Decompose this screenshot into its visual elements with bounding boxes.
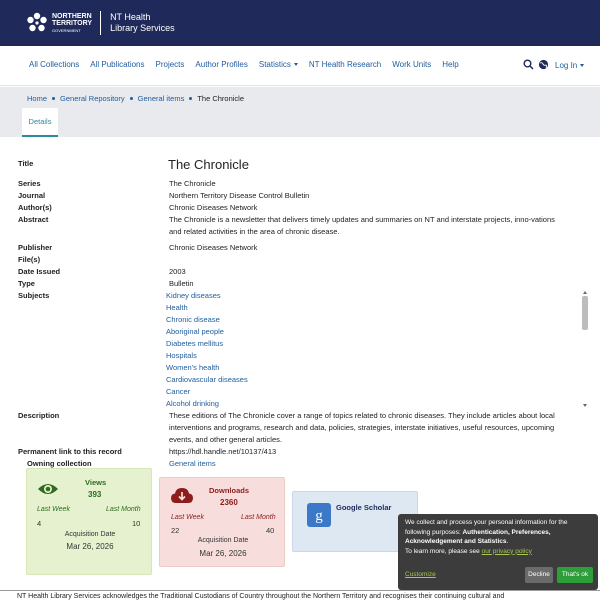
files-label: File(s) [18, 255, 41, 264]
subjects-label: Subjects [18, 291, 50, 300]
subject-link[interactable]: Chronic disease [166, 315, 220, 324]
description-value: These editions of The Chronicle cover a range of topics related to chronic diseases. They include articles about local interventions and programs, research and data, policies, strategies, interstate initiatives, useful resources, upcoming events, and other general articles. [169, 411, 555, 444]
breadcrumb-separator [130, 97, 133, 100]
search-icon[interactable] [523, 59, 534, 72]
site-title[interactable] [110, 12, 175, 34]
date-issued-label: Date Issued [18, 267, 61, 276]
breadcrumb [27, 94, 244, 103]
scrollbar-thumb[interactable] [582, 296, 588, 330]
title-label: Title [18, 159, 34, 168]
subjects-list[interactable] [166, 290, 590, 408]
permalink-label: Permanent link to this record [18, 447, 122, 456]
views-acquisition-label: Acquisition Date [64, 531, 116, 538]
logo-wordmark: NORTHERN TERRITORY GOVERNMENT [52, 12, 93, 33]
login-menu[interactable] [555, 61, 584, 70]
series-label: Series [18, 179, 41, 188]
nav-work-units[interactable]: Work Units [392, 60, 432, 69]
owning-collection-label: Owning collection [27, 459, 92, 468]
nav-all-publications[interactable]: All Publications [90, 60, 145, 69]
permalink-value[interactable]: https://hdl.handle.net/10137/413 [169, 447, 277, 456]
login-label: Log In [555, 61, 578, 70]
views-acquisition-date: Mar 26, 2026 [66, 542, 114, 551]
main-navigation [0, 46, 600, 86]
chevron-down-icon [294, 63, 298, 66]
subject-link[interactable]: Cancer [166, 387, 191, 396]
subject-link[interactable]: Cardiovascular diseases [166, 375, 248, 384]
nt-flower-logo-icon [26, 12, 48, 34]
downloads-last-week-label: Last Week [171, 514, 204, 521]
google-scholar-title: Google Scholar [336, 503, 392, 512]
acknowledgement-text: NT Health Library Services acknowledges the Traditional Custodians of Country throughout the Northern Territory and recognises their continuing cultural and [17, 593, 505, 600]
breadcrumb-separator [189, 97, 192, 100]
nav-author-profiles[interactable]: Author Profiles [195, 60, 248, 69]
abstract-label: Abstract [18, 215, 49, 224]
type-label: Type [18, 279, 35, 288]
downloads-stat-card [159, 477, 285, 567]
abstract-value: The Chronicle is a newsletter that delivers timely updates and summaries on NT and interstate projects, inno-vations and related activities in the area of chronic disease. [169, 215, 555, 236]
cookie-message: We collect and process your personal information for the following purposes: Authentication, Preferences, Acknowledgement and Statistics. [405, 519, 568, 545]
accept-cookies-button[interactable]: That's ok [557, 567, 593, 583]
nav-statistics[interactable] [259, 60, 298, 69]
downloads-last-month: 40 [266, 526, 275, 535]
views-last-month-label: Last Month [106, 506, 141, 513]
cookie-learn-more-text: To learn more, please see [405, 547, 482, 555]
downloads-title: Downloads [209, 486, 250, 495]
series-value: The Chronicle [169, 179, 216, 188]
nt-government-logo[interactable] [26, 12, 92, 34]
publisher-value: Chronic Diseases Network [169, 243, 258, 252]
subject-link[interactable]: Aboriginal people [166, 327, 224, 336]
views-stat-card [26, 468, 152, 575]
chevron-down-icon [580, 64, 584, 67]
breadcrumb-general-items[interactable]: General items [137, 94, 185, 103]
brand-line-2: Library Services [110, 23, 175, 33]
nav-projects[interactable]: Projects [155, 60, 185, 69]
subject-link[interactable]: Alcohol drinking [166, 399, 219, 408]
downloads-last-week: 22 [171, 526, 180, 535]
subject-link[interactable]: Women's health [166, 363, 220, 372]
journal-label: Journal [18, 191, 46, 200]
page-title: The Chronicle [168, 157, 249, 172]
footer [0, 590, 600, 600]
cookie-learn-more [405, 547, 591, 557]
nav-nt-health-research[interactable]: NT Health Research [308, 60, 382, 69]
decline-button[interactable]: Decline [525, 567, 553, 583]
views-last-month: 10 [132, 519, 141, 528]
cookie-text: We collect and process your personal information for the following purposes: [405, 519, 568, 536]
journal-value: Northern Territory Disease Control Bulletin [169, 191, 310, 200]
header-divider [100, 11, 101, 35]
svg-text:g: g [315, 508, 323, 524]
brand-line-1: NT Health [110, 12, 151, 22]
downloads-acquisition-label: Acquisition Date [197, 537, 249, 544]
eye-icon [37, 481, 59, 499]
owning-collection-link[interactable]: General items [169, 459, 216, 468]
downloads-last-month-label: Last Month [241, 514, 276, 521]
views-title: Views [85, 478, 107, 487]
views-last-week: 4 [37, 519, 42, 528]
downloads-total: 2360 [220, 498, 238, 507]
breadcrumb-separator [52, 97, 55, 100]
authors-label: Author(s) [18, 203, 52, 212]
tab-details[interactable]: Details [22, 108, 58, 137]
views-total: 393 [88, 490, 102, 499]
breadcrumb-bar [0, 87, 600, 137]
cookie-consent-banner [398, 514, 598, 590]
subjects-scrollbar[interactable] [582, 290, 588, 408]
date-issued-value: 2003 [169, 267, 186, 276]
privacy-policy-link[interactable]: our privacy policy [481, 547, 532, 555]
publisher-label: Publisher [18, 243, 53, 252]
views-last-week-label: Last Week [37, 506, 70, 513]
breadcrumb-general-repository[interactable]: General Repository [60, 94, 125, 103]
breadcrumb-home[interactable]: Home [27, 94, 48, 103]
downloads-acquisition-date: Mar 26, 2026 [199, 549, 247, 558]
nav-statistics-label: Statistics [258, 60, 291, 69]
description-label: Description [18, 411, 60, 420]
google-scholar-icon [307, 503, 331, 529]
customize-cookies-link[interactable]: Customize [405, 571, 436, 578]
globe-icon[interactable] [538, 59, 549, 72]
authors-value: Chronic Diseases Network [169, 203, 258, 212]
type-value: Bulletin [169, 279, 194, 288]
subject-link[interactable]: Kidney diseases [166, 291, 221, 300]
subject-link[interactable]: Diabetes mellitus [166, 339, 224, 348]
cookie-purposes: Authentication, Preferences, Acknowledgement and Statistics [405, 528, 551, 545]
nav-all-collections[interactable]: All Collections [29, 60, 80, 69]
scroll-down-arrow-icon[interactable] [583, 404, 587, 407]
cloud-download-icon [170, 487, 194, 507]
scroll-up-arrow-icon[interactable] [583, 291, 587, 294]
subject-link[interactable]: Health [166, 303, 188, 312]
breadcrumb-current: The Chronicle [197, 94, 245, 103]
site-header [0, 0, 600, 46]
subject-link[interactable]: Hospitals [166, 351, 197, 360]
nav-help[interactable]: Help [442, 60, 459, 69]
